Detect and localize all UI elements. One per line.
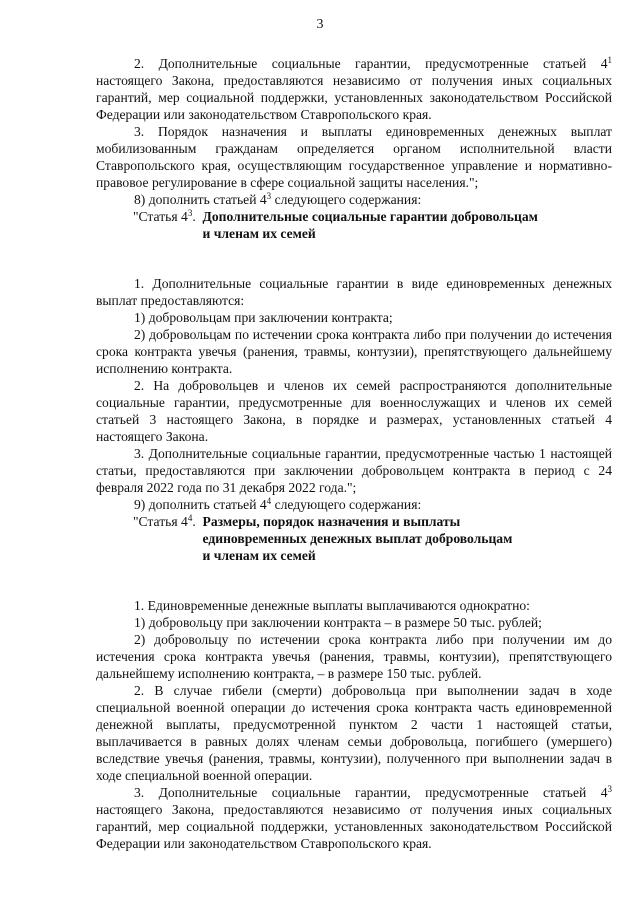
amendment-item-8: 8) дополнить статьей $4^3$ следующего содержания: [134,191,422,207]
article-title: Дополнительные социальные гарантии добровольцам и членам их семей [202,209,538,241]
article-4-3-part-3: 3. Дополнительные социальные гарантии, предусмотренные частью 1 настоящей статьи, предоставляются при заключении добровольцем контракта в период с 24 февраля 2022 года по 31 декабря 2022 года."; [96,446,612,495]
article-4-3-part-1: 1. Дополнительные социальные гарантии в виде единовременных денежных выплат предоставляются: [96,276,612,308]
article-4-4-part-1-item-2: 2) добровольцу по истечении срока контракта либо при получении им до истечения срока контракта увечья (ранения, травмы, контузии), препятствующего дальнейшему исполнению контракта, – в размере 150 тыс. рублей. [96,632,612,681]
article-title: Размеры, порядок назначения и выплаты единовременных денежных выплат добровольцам и членам их семей [202,514,513,563]
paragraph-guarantees-independence: 2. Дополнительные социальные гарантии, предусмотренные статьей $4^1$ настоящего Закона, предоставляются независимо от получения иных социальных гарантий, мер социальной поддержки, установленных законодательством Российской Федерации или законодательством Ставропольского края. [96,55,612,122]
amendment-item-9: 9) дополнить статьей $4^4$ следующего содержания: [134,496,422,512]
article-4-3-heading [96,208,612,242]
article-4-4-part-2: 2. В случае гибели (смерти) добровольца при выполнении задач в ходе специальной военной операции до истечения срока контракта часть единовременной денежной выплаты, предусмотренной пунктом 2 части 1 настоящей статьи, выплачивается в равных долях членам семьи добровольца, погибшего (умершего) вследствие увечья (ранения, травмы, контузии), полученного при выполнении задач в ходе специальной военной операции. [96,683,612,783]
article-4-4-part-3: 3. Дополнительные социальные гарантии, предусмотренные статьей $4^3$ настоящего Закона, предоставляются независимо от получения иных социальных гарантий, мер социальной поддержки, установленных законодательством Российской Федерации или законодательством Ставропольского края. [96,784,612,851]
article-4-4-part-1: 1. Единовременные денежные выплаты выплачиваются однократно: [134,598,530,613]
article-label: "Статья $4^4$. [133,513,203,529]
page-number: 3 [316,17,324,32]
paragraph-mobilized-payment-order: 3. Порядок назначения и выплаты единовременных денежных выплат мобилизованным гражданам определяется органом исполнительной власти Ставропольского края, осуществляющим государственное управление и нормативно-правовое регулирование в сфере социальной защиты населения."; [96,124,612,190]
article-4-4-heading [96,513,612,564]
article-4-3-part-1-item-2: 2) добровольцам по истечении срока контракта либо при получении до истечения срока контракта увечья (ранения, травмы, контузии), препятствующего дальнейшему исполнению контракта. [96,327,612,376]
article-4-4-part-1-item-1: 1) добровольцу при заключении контракта – в размере 50 тыс. рублей; [134,615,542,630]
article-label: "Статья $4^3$. [133,208,203,224]
document-body [96,55,612,852]
article-4-3-part-2: 2. На добровольцев и членов их семей распространяются дополнительные социальные гарантии, предусмотренные для военнослужащих и членов их семей статьей 3 настоящего Закона, в порядке и размерах, установленных статьей 4 настоящего Закона. [96,378,612,444]
article-4-3-part-1-item-1: 1) добровольцам при заключении контракта; [134,310,393,325]
